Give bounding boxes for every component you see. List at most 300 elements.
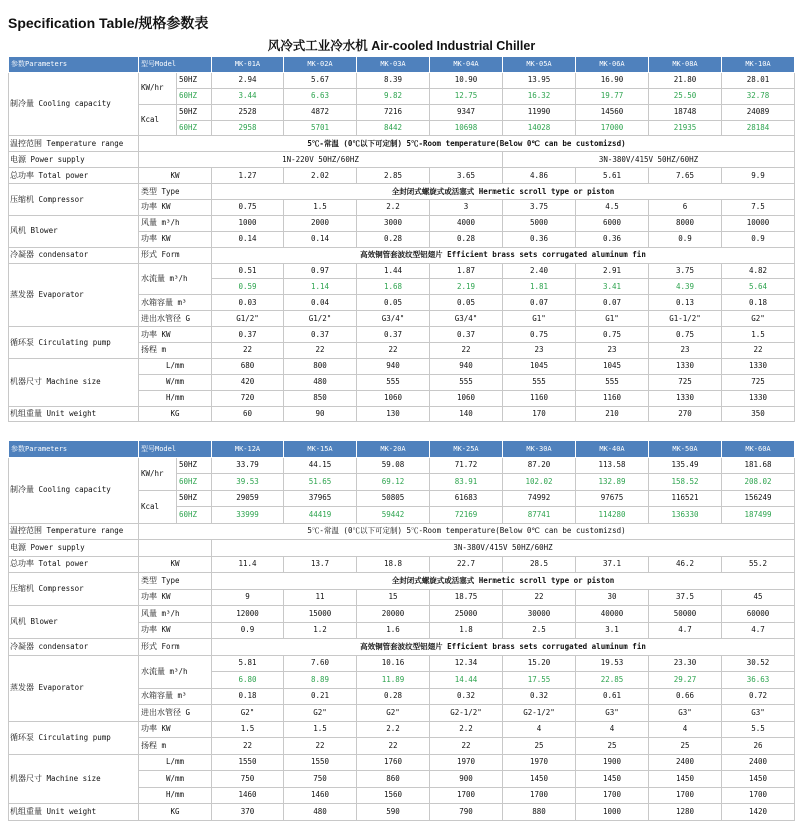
- sub-label-head: [139, 343, 212, 359]
- waterflow-50-value: 0.51: [212, 263, 284, 279]
- total-power-value: 2.02: [284, 168, 357, 184]
- cool-kcal-60-value: 33999: [212, 507, 284, 524]
- unit-kcal: Kcal: [139, 104, 177, 136]
- sub-label-airflow: [139, 215, 212, 231]
- label-text: 循环泵: [10, 732, 34, 742]
- blower-power-value: 0.36: [576, 231, 649, 247]
- W-value: 725: [649, 374, 722, 390]
- label-text: Evaporator: [38, 683, 84, 692]
- label-text: 压缩机: [10, 194, 34, 204]
- page-heading: Specification Table/规格参数表: [8, 15, 209, 31]
- cool-kw-50-value: 28.01: [722, 72, 795, 88]
- sub-label-tank: [139, 295, 212, 311]
- H-value: 1700: [649, 787, 722, 804]
- row-label-size: [9, 754, 139, 804]
- label-text: Cooling capacity: [38, 485, 111, 494]
- cool-kw-50-value: 2.94: [212, 72, 284, 88]
- cool-kcal-60-value: 136330: [649, 507, 722, 524]
- cool-kw-50-value: 44.15: [284, 457, 357, 474]
- label-text: 功率: [141, 625, 157, 635]
- label-text: Blower: [30, 617, 58, 626]
- pipe-value: G2": [212, 705, 284, 722]
- pump-power-value: 0.37: [284, 327, 357, 343]
- comp-power-value: 2.2: [357, 200, 430, 216]
- sub-label-head: [139, 738, 212, 755]
- waterflow-50-value: 5.81: [212, 655, 284, 672]
- airflow-value: 12000: [212, 606, 284, 623]
- model-header: MK-08A: [649, 57, 722, 73]
- total-power-value: 3.65: [430, 168, 503, 184]
- cool-kw-50-value: 33.79: [212, 457, 284, 474]
- comp-power-value: 30: [576, 589, 649, 606]
- waterflow-60-value: 17.55: [503, 672, 576, 689]
- model-header: MK-15A: [284, 441, 357, 458]
- blower-power-value: 0.36: [503, 231, 576, 247]
- cool-kw-50-value: 59.08: [357, 457, 430, 474]
- sub-label-pipe: [139, 705, 212, 722]
- tank-value: 0.04: [284, 295, 357, 311]
- cool-kcal-60-value: 87741: [503, 507, 576, 524]
- H-value: 1560: [357, 787, 430, 804]
- head-value: 23: [576, 343, 649, 359]
- waterflow-50-value: 0.97: [284, 263, 357, 279]
- pump-power-value: 4: [503, 721, 576, 738]
- W-value: 555: [357, 374, 430, 390]
- cool-kcal-50-value: 4872: [284, 104, 357, 120]
- label-text: Unit weight: [46, 806, 97, 816]
- label-text: 功率: [141, 202, 157, 212]
- cool-kcal-60-value: 59442: [357, 507, 430, 524]
- label-text: 制冷量: [10, 99, 34, 109]
- pump-power-value: 0.75: [649, 327, 722, 343]
- label-text: 水箱容量: [141, 691, 173, 701]
- total-power-value: 22.7: [430, 556, 503, 573]
- cool-kw-50-value: 16.90: [576, 72, 649, 88]
- freq-60: 60HZ: [177, 507, 212, 524]
- pipe-value: G1-1/2": [649, 311, 722, 327]
- H-value: 1460: [284, 787, 357, 804]
- model-header: MK-20A: [357, 441, 430, 458]
- label-text: Power supply: [30, 154, 85, 164]
- pump-power-value: 0.37: [212, 327, 284, 343]
- W-value: 1450: [576, 771, 649, 788]
- cool-kcal-60-value: 8442: [357, 120, 430, 136]
- unit-kwhr: KW/hr: [139, 72, 177, 104]
- H-value: 1460: [212, 787, 284, 804]
- total-power-value: 7.65: [649, 168, 722, 184]
- cool-kw-50-value: 135.49: [649, 457, 722, 474]
- pipe-value: G1": [576, 311, 649, 327]
- sub-label-type: [139, 573, 212, 590]
- label-text: 蒸发器: [10, 683, 34, 692]
- comp-power-value: 22: [503, 589, 576, 606]
- model-header: MK-30A: [503, 441, 576, 458]
- model-header: MK-60A: [722, 441, 795, 458]
- waterflow-60-value: 22.85: [576, 672, 649, 689]
- total-power-value: 9.9: [722, 168, 795, 184]
- total-power-value: 4.86: [503, 168, 576, 184]
- label-text: Compressor: [38, 194, 84, 204]
- airflow-value: 8000: [649, 215, 722, 231]
- power-supply-3n: 3N-380V/415V 50HZ/60HZ: [503, 152, 795, 168]
- H-value: 1700: [576, 787, 649, 804]
- blower-power-value: 0.9: [722, 231, 795, 247]
- label-text: 形式: [141, 641, 157, 651]
- waterflow-50-value: 15.20: [503, 655, 576, 672]
- blower-power-value: 3.1: [576, 622, 649, 639]
- model-header: MK-04A: [430, 57, 503, 73]
- waterflow-50-value: 2.91: [576, 263, 649, 279]
- compressor-type-value: 全封闭式螺旋式或活塞式 Hermetic scroll type or piston: [212, 184, 795, 200]
- pump-power-value: 2.2: [357, 721, 430, 738]
- head-value: 22: [212, 738, 284, 755]
- cool-kw-60-value: 9.82: [357, 88, 430, 104]
- head-value: 22: [430, 343, 503, 359]
- L-value: 1900: [576, 754, 649, 771]
- head-value: 25: [576, 738, 649, 755]
- label-text: Cooling capacity: [38, 99, 111, 109]
- label-text: 蒸发器: [10, 289, 34, 299]
- label-text: 风机: [10, 226, 26, 236]
- label-text: m³/h: [169, 273, 188, 283]
- L-value: 800: [284, 358, 357, 374]
- cool-kw-50-value: 87.20: [503, 457, 576, 474]
- cool-kcal-60-value: 72169: [430, 507, 503, 524]
- row-label-compressor: [9, 573, 139, 606]
- airflow-value: 20000: [357, 606, 430, 623]
- cool-kcal-50-value: 61683: [430, 490, 503, 507]
- cool-kw-60-value: 158.52: [649, 474, 722, 491]
- waterflow-60-value: 4.39: [649, 279, 722, 295]
- head-value: 25: [503, 738, 576, 755]
- blower-power-value: 0.28: [430, 231, 503, 247]
- sub-label-type: [139, 184, 212, 200]
- label-text: Circulating pump: [38, 732, 111, 742]
- label-text: 类型: [141, 575, 157, 585]
- total-power-value: 5.61: [576, 168, 649, 184]
- L-value: 680: [212, 358, 284, 374]
- unit-kg: KG: [139, 406, 212, 422]
- label-text: m³/h: [161, 608, 180, 618]
- row-label-power-supply: [9, 152, 139, 168]
- sub-label-waterflow: [139, 655, 212, 688]
- label-text: condensator: [38, 250, 89, 260]
- total-power-value: 2.85: [357, 168, 430, 184]
- blower-power-value: 4.7: [649, 622, 722, 639]
- weight-value: 590: [357, 804, 430, 821]
- W-value: 725: [722, 374, 795, 390]
- row-label-total-power: [9, 556, 139, 573]
- label-text: m³/h: [169, 666, 188, 676]
- H-value: 1330: [649, 390, 722, 406]
- pipe-value: G2": [357, 705, 430, 722]
- model-header: MK-12A: [212, 441, 284, 458]
- tank-value: 0.72: [722, 688, 795, 705]
- cool-kw-60-value: 208.02: [722, 474, 795, 491]
- total-power-value: 46.2: [649, 556, 722, 573]
- H-value: 1700: [722, 787, 795, 804]
- weight-value: 130: [357, 406, 430, 422]
- unit-kwhr: KW/hr: [139, 457, 177, 490]
- waterflow-50-value: 3.75: [649, 263, 722, 279]
- weight-value: 140: [430, 406, 503, 422]
- sub-label-width: W/mm: [139, 374, 212, 390]
- H-value: 850: [284, 390, 357, 406]
- pipe-value: G1/2": [212, 311, 284, 327]
- tank-value: 0.32: [503, 688, 576, 705]
- label-text: Type: [161, 575, 180, 585]
- row-label-compressor: [9, 184, 139, 216]
- label-text: Evaporator: [38, 289, 84, 299]
- cool-kcal-50-value: 97675: [576, 490, 649, 507]
- sub-label-pipe: [139, 311, 212, 327]
- unit-kcal: Kcal: [139, 490, 177, 523]
- header-model: 型号Model: [139, 57, 212, 73]
- waterflow-50-value: 30.52: [722, 655, 795, 672]
- cool-kw-60-value: 6.63: [284, 88, 357, 104]
- cool-kw-60-value: 16.32: [503, 88, 576, 104]
- W-value: 860: [357, 771, 430, 788]
- row-label-size: [9, 358, 139, 406]
- label-text: 总功率: [10, 170, 34, 180]
- label-text: 水流量: [141, 273, 165, 283]
- comp-power-value: 15: [357, 589, 430, 606]
- cool-kw-60-value: 25.50: [649, 88, 722, 104]
- tank-value: 0.21: [284, 688, 357, 705]
- W-value: 555: [503, 374, 576, 390]
- pump-power-value: 0.75: [576, 327, 649, 343]
- total-power-value: 28.5: [503, 556, 576, 573]
- comp-power-value: 3: [430, 200, 503, 216]
- model-header: MK-10A: [722, 57, 795, 73]
- row-label-weight: [9, 804, 139, 821]
- pipe-value: G3": [649, 705, 722, 722]
- label-text: KW: [161, 234, 171, 244]
- row-label-power-supply: [9, 540, 139, 557]
- label-text: G: [185, 313, 191, 323]
- airflow-value: 3000: [357, 215, 430, 231]
- label-text: 风量: [141, 608, 157, 618]
- airflow-value: 6000: [576, 215, 649, 231]
- row-label-blower: [9, 606, 139, 639]
- label-text: 冷凝器: [10, 250, 34, 260]
- W-value: 1450: [649, 771, 722, 788]
- head-value: 23: [503, 343, 576, 359]
- blower-power-value: 0.9: [212, 622, 284, 639]
- comp-power-value: 0.75: [212, 200, 284, 216]
- L-value: 1760: [357, 754, 430, 771]
- waterflow-60-value: 3.41: [576, 279, 649, 295]
- cool-kw-50-value: 21.80: [649, 72, 722, 88]
- cool-kcal-50-value: 156249: [722, 490, 795, 507]
- label-text: Power supply: [30, 542, 85, 552]
- waterflow-60-value: 1.68: [357, 279, 430, 295]
- cool-kcal-60-value: 17000: [576, 120, 649, 136]
- cool-kcal-60-value: 187499: [722, 507, 795, 524]
- sub-label-power: [139, 231, 212, 247]
- cool-kw-60-value: 51.65: [284, 474, 357, 491]
- cool-kcal-60-value: 28184: [722, 120, 795, 136]
- blower-power-value: 0.28: [357, 231, 430, 247]
- L-value: 1970: [503, 754, 576, 771]
- comp-power-value: 37.5: [649, 589, 722, 606]
- model-header: MK-40A: [576, 441, 649, 458]
- cool-kcal-50-value: 18748: [649, 104, 722, 120]
- weight-value: 370: [212, 804, 284, 821]
- airflow-value: 15000: [284, 606, 357, 623]
- total-power-value: 13.7: [284, 556, 357, 573]
- row-label-pump: [9, 327, 139, 359]
- sub-label-form: [139, 639, 212, 656]
- row-label-cooling: [9, 72, 139, 136]
- waterflow-50-value: 4.82: [722, 263, 795, 279]
- sub-label-power: [139, 200, 212, 216]
- blower-power-value: 0.14: [284, 231, 357, 247]
- sub-label-power: [139, 721, 212, 738]
- L-value: 1550: [284, 754, 357, 771]
- waterflow-50-value: 7.60: [284, 655, 357, 672]
- total-power-value: 11.4: [212, 556, 284, 573]
- condenser-form-value: 高效铜管套波纹型铝翅片 Efficient brass sets corrugated aluminum fin: [212, 247, 795, 263]
- cool-kcal-60-value: 2958: [212, 120, 284, 136]
- cool-kw-50-value: 10.90: [430, 72, 503, 88]
- freq-50: 50HZ: [177, 457, 212, 474]
- freq-50: 50HZ: [177, 490, 212, 507]
- cool-kcal-50-value: 2528: [212, 104, 284, 120]
- unit-kg: KG: [139, 804, 212, 821]
- H-value: 720: [212, 390, 284, 406]
- tank-value: 0.13: [649, 295, 722, 311]
- label-text: 水箱容量: [141, 297, 173, 307]
- pipe-value: G3/4": [357, 311, 430, 327]
- label-text: Temperature range: [46, 138, 124, 148]
- cool-kcal-50-value: 29059: [212, 490, 284, 507]
- label-text: 冷凝器: [10, 641, 34, 651]
- blower-power-value: 0.9: [649, 231, 722, 247]
- cool-kcal-50-value: 24089: [722, 104, 795, 120]
- label-text: m³: [177, 297, 187, 307]
- pipe-value: G2-1/2": [430, 705, 503, 722]
- airflow-value: 2000: [284, 215, 357, 231]
- label-text: m: [161, 345, 167, 355]
- cool-kw-50-value: 5.67: [284, 72, 357, 88]
- sub-label-waterflow: [139, 263, 212, 295]
- compressor-type-value: 全封闭式螺旋式或活塞式 Hermetic scroll type or piston: [212, 573, 795, 590]
- W-value: 480: [284, 374, 357, 390]
- power-supply-1n: 1N-220V 50HZ/60HZ: [139, 152, 503, 168]
- comp-power-value: 1.5: [284, 200, 357, 216]
- label-text: 形式: [141, 250, 157, 260]
- header-params: 参数Parameters: [9, 57, 139, 73]
- freq-60: 60HZ: [177, 474, 212, 491]
- model-header: MK-25A: [430, 441, 503, 458]
- pipe-value: G2-1/2": [503, 705, 576, 722]
- tank-value: 0.07: [503, 295, 576, 311]
- weight-value: 90: [284, 406, 357, 422]
- sub-label-tank: [139, 688, 212, 705]
- pump-power-value: 5.5: [722, 721, 795, 738]
- cool-kcal-50-value: 74992: [503, 490, 576, 507]
- head-value: 26: [722, 738, 795, 755]
- cool-kw-60-value: 102.02: [503, 474, 576, 491]
- power-supply-3n: 3N-380V/415V 50HZ/60HZ: [212, 540, 795, 557]
- label-text: Circulating pump: [38, 337, 111, 347]
- label-text: KW: [161, 202, 171, 212]
- cool-kcal-50-value: 9347: [430, 104, 503, 120]
- cool-kw-50-value: 181.68: [722, 457, 795, 474]
- tank-value: 0.07: [576, 295, 649, 311]
- H-value: 1160: [503, 390, 576, 406]
- weight-value: 480: [284, 804, 357, 821]
- pump-power-value: 0.37: [357, 327, 430, 343]
- unit-kw: KW: [139, 168, 212, 184]
- H-value: 1060: [357, 390, 430, 406]
- cool-kcal-60-value: 5701: [284, 120, 357, 136]
- header-model: 型号Model: [139, 441, 212, 458]
- label-text: Unit weight: [46, 409, 97, 419]
- label-text: 总功率: [10, 559, 34, 569]
- header-params: 参数Parameters: [9, 441, 139, 458]
- cool-kw-50-value: 71.72: [430, 457, 503, 474]
- cool-kw-60-value: 83.91: [430, 474, 503, 491]
- L-value: 1045: [503, 358, 576, 374]
- pipe-value: G2": [284, 705, 357, 722]
- pump-power-value: 1.5: [722, 327, 795, 343]
- cool-kw-60-value: 12.75: [430, 88, 503, 104]
- model-header: MK-06A: [576, 57, 649, 73]
- pump-power-value: 1.5: [284, 721, 357, 738]
- pump-power-value: 2.2: [430, 721, 503, 738]
- weight-value: 1420: [722, 804, 795, 821]
- tank-value: 0.61: [576, 688, 649, 705]
- W-value: 750: [212, 771, 284, 788]
- comp-power-value: 9: [212, 589, 284, 606]
- total-power-value: 37.1: [576, 556, 649, 573]
- row-label-weight: [9, 406, 139, 422]
- label-text: 机器尺寸: [10, 377, 42, 387]
- label-text: 扬程: [141, 345, 157, 355]
- label-text: Total power: [38, 170, 89, 180]
- label-text: 水流量: [141, 666, 165, 676]
- freq-50: 50HZ: [177, 104, 212, 120]
- label-text: 温控范围: [10, 138, 42, 148]
- comp-power-value: 45: [722, 589, 795, 606]
- blower-power-value: 0.14: [212, 231, 284, 247]
- cool-kw-60-value: 32.78: [722, 88, 795, 104]
- waterflow-60-value: 14.44: [430, 672, 503, 689]
- sub-label-width: W/mm: [139, 771, 212, 788]
- airflow-value: 4000: [430, 215, 503, 231]
- L-value: 1045: [576, 358, 649, 374]
- airflow-value: 40000: [576, 606, 649, 623]
- cool-kcal-50-value: 14560: [576, 104, 649, 120]
- pump-power-value: 4: [649, 721, 722, 738]
- pipe-value: G1": [503, 311, 576, 327]
- L-value: 2400: [722, 754, 795, 771]
- model-header: MK-50A: [649, 441, 722, 458]
- waterflow-60-value: 11.89: [357, 672, 430, 689]
- cool-kcal-50-value: 11990: [503, 104, 576, 120]
- label-text: Machine size: [46, 377, 101, 387]
- sub-label-airflow: [139, 606, 212, 623]
- label-text: m³: [177, 691, 187, 701]
- label-text: 风机: [10, 617, 26, 626]
- label-text: 机组重量: [10, 806, 42, 816]
- cool-kw-60-value: 39.53: [212, 474, 284, 491]
- head-value: 22: [357, 738, 430, 755]
- sub-label-height: H/mm: [139, 390, 212, 406]
- cool-kcal-60-value: 44419: [284, 507, 357, 524]
